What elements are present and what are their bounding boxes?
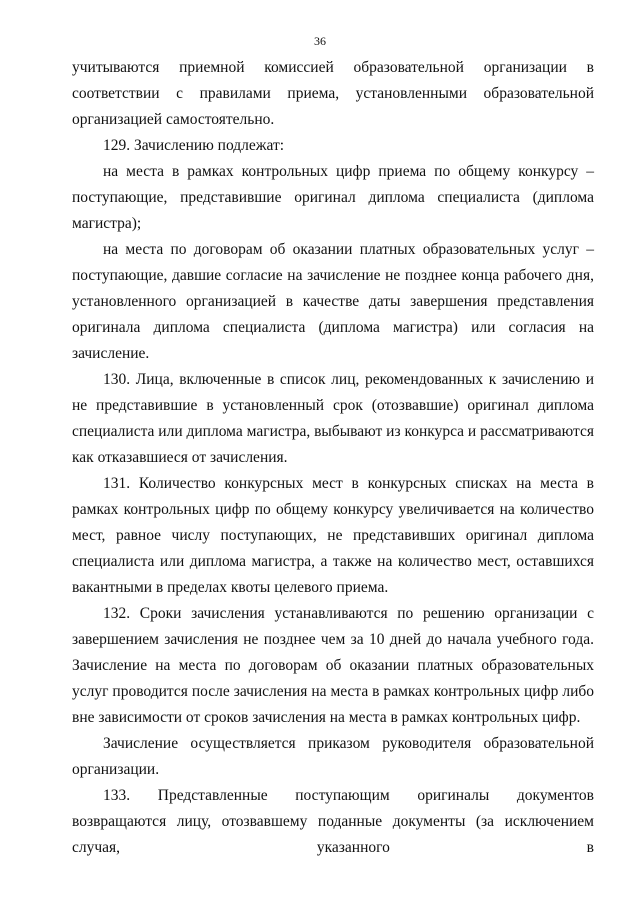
paragraph-133: 133. Представленные поступающим оригиналы документов возвращаются лицу, отозвавшему поданные документы (за исключением случая, указанного в	[72, 787, 594, 856]
paragraph-132-order: Зачисление осуществляется приказом руководителя образовательной организации.	[72, 735, 594, 778]
paragraph-132: 132. Сроки зачисления устанавливаются по решению организации с завершением зачисления не позднее чем за 10 дней до начала учебного года. Зачисление на места по договорам об оказании платных образовательных услуг проводится после зачисления на места в рамках контрольных цифр либо вне зависимости от сроков зачисления на места в рамках контрольных цифр.	[72, 605, 594, 726]
paragraph-131: 131. Количество конкурсных мест в конкурсных списках на места в рамках контрольных цифр по общему конкурсу увеличивается на количество мест, равное числу поступающих, не представивших оригинал диплома специалиста или диплома магистра, а также на количество мест, оставшихся вакантными в пределах квоты целевого приема.	[72, 475, 594, 596]
document-body	[72, 55, 594, 861]
paragraph-129-heading: 129. Зачислению подлежат:	[103, 137, 285, 154]
paragraph-129-paid-services: на места по договорам об оказании платных образовательных услуг – поступающие, давшие согласие на зачисление не позднее конца рабочего дня, установленного организацией в качестве даты завершения представления оригинала диплома специалиста (диплома магистра) или согласия на зачисление.	[72, 241, 594, 362]
paragraph-130: 130. Лица, включенные в список лиц, рекомендованных к зачислению и не представившие в установленный срок (отозвавшие) оригинал диплома специалиста или диплома магистра, выбывают из конкурса и рассматриваются как отказавшиеся от зачисления.	[72, 371, 594, 466]
paragraph-129-contract-figures: на места в рамках контрольных цифр приема по общему конкурсу – поступающие, представившие оригинал диплома специалиста (диплома магистра);	[72, 163, 594, 232]
page-number: 36	[314, 34, 326, 48]
paragraph-continuation: учитываются приемной комиссией образовательной организации в соответствии с правилами приема, установленными образовательной организацией самостоятельно.	[72, 59, 594, 128]
